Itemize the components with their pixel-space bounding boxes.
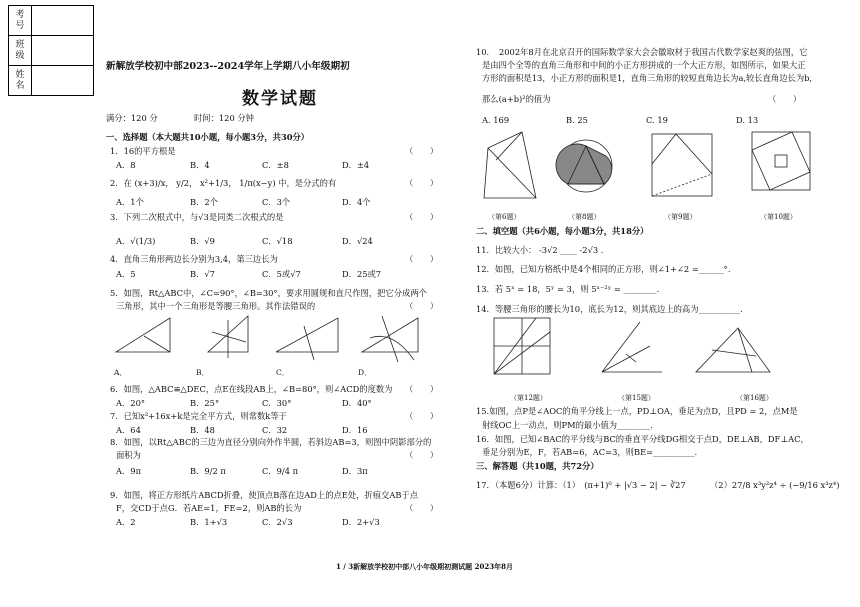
q10-opt-c: C. 19 — [646, 115, 668, 125]
q7-opt-d: D．16 — [342, 425, 368, 435]
q9-opt-a: A．2 — [116, 517, 136, 527]
fig9-dash — [652, 174, 712, 196]
q4-bracket: （ ） — [405, 254, 439, 264]
class-label: 班 级 — [9, 36, 32, 66]
q1-bracket: （ ） — [405, 146, 439, 156]
q2-opt-a: A．1个 — [116, 197, 144, 207]
q5-label-c: C． — [276, 368, 290, 377]
fig8-caption: （第8题） — [568, 213, 601, 221]
q10-text-line2: 是由四个全等的直角三角形和中间的小正方形拼成的一个大正方形，如图所示，如果大正 — [482, 60, 806, 70]
q3-opt-c: C．√18 — [262, 236, 293, 246]
q10-opt-a: A. 169 — [482, 115, 510, 125]
q2-opt-c: C．3个 — [262, 197, 291, 207]
name-label: 姓 名 — [9, 66, 32, 96]
fig10-small-square — [775, 155, 787, 167]
q5-text-line2: 三角形，其中一个三角形是等腰三角形。其作法错误的 — [116, 301, 316, 311]
fig15-bisector — [602, 346, 650, 372]
q7-opt-a: A．64 — [116, 425, 141, 435]
fig10-caption: （第10题） — [760, 213, 797, 221]
q4-text: 4．直角三角形两边长分别为3,4，第三边长为 — [110, 254, 278, 264]
q5-fig-c-line — [304, 326, 314, 360]
figures-row-1 — [476, 126, 836, 208]
q2-bracket: （ ） — [405, 178, 439, 188]
q5-fig-d-arc — [370, 336, 414, 360]
q17-text: 17．（本题6分）计算：（1） (π+1)⁰ + |√3 − 2| − ∛27 — [476, 480, 686, 490]
section-2-heading: 二、填空题（共6小题，每小题3分，共18分） — [476, 226, 649, 236]
q10-text-line3: 方形的面积是13，小正方形的面积是1，直角三角形的较短直角边长为a,较长直角边长为b, — [482, 73, 813, 83]
full-score: 满分：120 分 — [106, 113, 158, 123]
q1-opt-b: B．4 — [190, 160, 210, 170]
q4-opt-b: B．√7 — [190, 269, 215, 279]
q9-opt-d: D．2+√3 — [342, 517, 380, 527]
q8-opt-b: B．9/2 π — [190, 466, 226, 476]
exam-number-field[interactable] — [32, 6, 94, 36]
student-info-table — [8, 5, 94, 96]
exam-time: 时间：120 分钟 — [194, 113, 254, 123]
q6-text: 6．如图，△ABC≌△DEC，点E在线段AB上，∠B=80°，则∠ACD的度数为 — [110, 384, 393, 394]
fig16-line1 — [738, 328, 752, 372]
q11-text: 11．比较大小： -3√2 ____ -2√3 . — [476, 245, 604, 255]
figures-row-2 — [490, 316, 820, 386]
q1-text: 1．16的平方根是 — [110, 146, 176, 156]
q10-bracket: （ ） — [768, 94, 802, 104]
section-1-heading: 一、选择题（本大题共10小题，每小题3分，共30分） — [106, 132, 310, 142]
q8-bracket: （ ） — [405, 450, 439, 460]
q3-opt-a: A．√(1/3) — [116, 236, 156, 246]
q3-text: 3．下列二次根式中，与√3是同类二次根式的是 — [110, 212, 284, 222]
q3-opt-d: D．√24 — [342, 236, 373, 246]
q17-part2: （2）27/8 x³y²z⁴ ÷ (−9/16 x³z⁴) — [710, 480, 840, 490]
q16-text-line1: 16．如图，已知∠BAC的平分线与BC的垂直平分线DG相交于点D，DE⊥AB，DF⊥AC， — [476, 434, 809, 444]
q10-opt-b: B. 25 — [566, 115, 588, 125]
q9-opt-b: B．1+√3 — [190, 517, 228, 527]
name-field[interactable] — [32, 66, 94, 96]
fig15-ray-oa — [602, 322, 640, 372]
q10-text-line1: 10． 2002年8月在北京召开的国际数学家大会会徽取材于我国古代数学家赵爽的弦图，它 — [476, 47, 808, 57]
q5-label-b: B． — [196, 368, 210, 377]
exam-number-label: 考 号 — [9, 6, 32, 36]
q1-opt-c: C．±8 — [262, 160, 289, 170]
fig6-shape — [484, 132, 536, 198]
q15-text-line1: 15.如图，点P是∠AOC的角平分线上一点，PD⊥OA，垂足为点D，且PD = 2，点M是 — [476, 406, 798, 416]
q14-text: 14．等腰三角形的腰长为10，底长为12，则其底边上的高为__________. — [476, 304, 743, 314]
q6-opt-a: A．20° — [116, 398, 145, 408]
q3-opt-b: B．√9 — [190, 236, 215, 246]
section-3-heading: 三、解答题（共10题，共72分） — [476, 461, 599, 471]
q7-text: 7．已知x²+16x+k是完全平方式，则常数k等于 — [110, 411, 287, 421]
page-footer: 1 / 3新解放学校初中部八小年级期初测试题 2023年8月 — [336, 562, 513, 571]
q5-fig-d-triangle — [362, 318, 418, 352]
fig6-line — [496, 132, 522, 160]
q9-opt-c: C．2√3 — [262, 517, 293, 527]
q6-opt-d: D．40° — [342, 398, 372, 408]
fig9-square — [652, 134, 712, 196]
q9-text-line1: 9．如图，将正方形纸片ABCD折叠，使顶点B落在边AD上的点E处，折痕交AB于点 — [110, 490, 419, 500]
q16-text-line2: 垂足分别为E，F，若AB=6，AC=3，则BE=__________. — [482, 447, 698, 457]
q8-opt-a: A．9π — [116, 466, 142, 476]
q3-bracket: （ ） — [405, 212, 439, 222]
exam-title: 数学试题 — [242, 89, 318, 109]
q9-text-line2: F，交CD于点G．若AE=1，FE=2，则AB的长为 — [116, 503, 302, 513]
fig9-caption: （第9题） — [664, 213, 697, 221]
q12-text: 12．如图，已知方格纸中是4个相同的正方形，则∠1+∠2 =______°. — [476, 264, 731, 274]
q10-opt-d: D. 13 — [736, 115, 759, 125]
q5-label-a: A． — [114, 368, 128, 377]
q4-opt-d: D．25或7 — [342, 269, 382, 279]
q5-label-d: D． — [358, 368, 372, 377]
fig9-fold — [652, 134, 712, 174]
fig15-caption: （第15题） — [618, 394, 655, 402]
q5-fig-a-line — [144, 336, 170, 352]
q5-text-line1: 5．如图，Rt△ABC中，∠C=90°，∠B=30°，要求用圆规和直尺作图，把它分成两个 — [110, 288, 427, 298]
q8-opt-d: D．3π — [342, 466, 368, 476]
fig16-line2 — [712, 350, 756, 356]
q5-figures — [108, 312, 428, 374]
q1-opt-d: D．±4 — [342, 160, 370, 170]
q2-opt-b: B．2个 — [190, 197, 218, 207]
school-title: 新解放学校初中部2023--2024学年上学期八小年级期初 — [106, 61, 350, 72]
q7-opt-c: C．32 — [262, 425, 288, 435]
fig6-caption: （第6题） — [488, 213, 521, 221]
fig10-square — [752, 132, 810, 190]
q6-bracket: （ ） — [405, 384, 439, 394]
q7-bracket: （ ） — [405, 411, 439, 421]
fig16-caption: （第16题） — [736, 394, 773, 402]
fig16-triangle — [696, 328, 770, 372]
q13-text: 13．若 5ˣ = 18，5ʸ = 3，则 5ˣ⁻²ʸ = ________. — [476, 284, 660, 294]
q9-bracket: （ ） — [405, 503, 439, 513]
q10-text-line4: 那么(a+b)²的值为 — [482, 94, 551, 104]
q2-text: 2．在 (x+3)/x， y/2， x²+1/3， 1/π(x−y) 中，是分式的有 — [110, 178, 337, 188]
q6-opt-b: B．25° — [190, 398, 220, 408]
q6-opt-c: C．30° — [262, 398, 292, 408]
q4-opt-c: C．5或√7 — [262, 269, 301, 279]
class-field[interactable] — [32, 36, 94, 66]
fig12-caption: （第12题） — [510, 394, 547, 402]
q7-opt-b: B．48 — [190, 425, 215, 435]
q5-bracket: （ ） — [405, 301, 439, 311]
fig6-diag — [488, 148, 536, 198]
q5-fig-d-line — [382, 316, 398, 362]
q15-text-line2: 射线OC上一动点，则PM的最小值为________. — [482, 420, 653, 430]
q2-opt-d: D．4个 — [342, 197, 371, 207]
fig10-inner — [752, 132, 810, 190]
q1-opt-a: A．8 — [116, 160, 136, 170]
q8-text-line2: 面积为 — [116, 450, 141, 460]
q4-opt-a: A．5 — [116, 269, 136, 279]
q8-text-line1: 8．如图，以Rt△ABC的三边为直径分别向外作半圆，若斜边AB=3，则图中阴影部分的 — [110, 437, 432, 447]
q8-opt-c: C．9/4 π — [262, 466, 299, 476]
